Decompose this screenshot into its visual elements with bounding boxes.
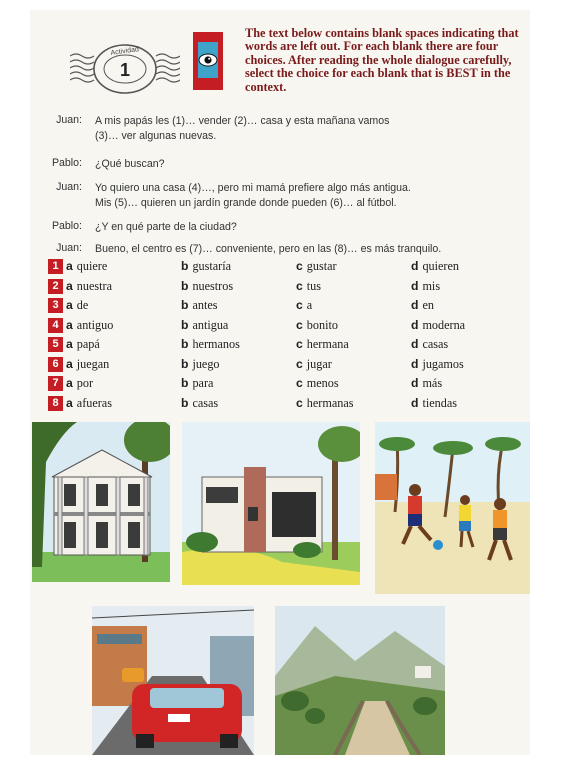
eye-icon — [193, 32, 223, 90]
choice-letter: b — [181, 317, 189, 332]
choice-letter: c — [296, 278, 303, 293]
choice-option-a[interactable] — [66, 298, 88, 313]
question-number-badge: 6 — [48, 357, 63, 372]
choice-option-b[interactable] — [181, 337, 240, 352]
choice-option-a[interactable] — [66, 337, 100, 352]
choice-text: nuestra — [76, 278, 112, 293]
speaker: Juan: — [56, 242, 82, 254]
choice-option-b[interactable] — [181, 298, 218, 313]
choice-option-b[interactable] — [181, 259, 231, 274]
choice-option-c[interactable] — [296, 279, 321, 294]
choice-option-d[interactable] — [411, 376, 442, 391]
speech-line: (3)… ver algunas nuevas. — [95, 130, 217, 142]
choice-row-3 — [44, 298, 524, 316]
choice-letter: a — [66, 337, 73, 351]
choice-text: casas — [192, 395, 219, 410]
workbook-page — [30, 10, 530, 755]
choice-option-d[interactable] — [411, 337, 448, 352]
speech-line: Yo quiero una casa (4)…, pero mi mamá prefiere algo más antigua. — [95, 182, 411, 194]
choice-text: jugamos — [422, 356, 464, 371]
choice-option-d[interactable] — [411, 298, 434, 313]
speech-line: Bueno, el centro es (7)… conveniente, pero en las (8)… es más tranquilo. — [95, 243, 442, 255]
stamp-label: Actividad — [110, 46, 140, 57]
choice-letter: c — [296, 259, 303, 273]
choice-letter: c — [296, 356, 303, 371]
choice-text: quiere — [76, 259, 108, 273]
choice-option-a[interactable] — [66, 279, 112, 294]
choice-letter: a — [66, 395, 73, 410]
choice-option-d[interactable] — [411, 357, 464, 372]
choice-row-2 — [44, 279, 524, 297]
activity-stamp-icon — [70, 40, 180, 100]
question-number-badge: 7 — [48, 376, 63, 391]
question-number-badge: 2 — [48, 279, 63, 294]
stamp-number: 1 — [119, 60, 131, 80]
choice-option-c[interactable] — [296, 376, 339, 391]
choice-text: hermanos — [192, 337, 240, 351]
choice-text: a — [306, 298, 313, 312]
choice-text: antigua — [192, 317, 229, 332]
choice-option-a[interactable] — [66, 259, 107, 274]
speech-line: ¿Qué buscan? — [95, 158, 165, 170]
choice-text: hermanas — [306, 395, 354, 410]
choice-letter: b — [181, 356, 189, 371]
choice-option-c[interactable] — [296, 396, 353, 411]
choice-text: gustaría — [192, 259, 232, 273]
choice-option-b[interactable] — [181, 279, 233, 294]
choice-letter: c — [296, 395, 303, 410]
choice-letter: c — [296, 376, 303, 390]
choice-option-a[interactable] — [66, 357, 109, 372]
choice-text: más — [422, 376, 443, 390]
question-number-badge: 8 — [48, 396, 63, 411]
choice-letter: a — [66, 298, 73, 312]
choice-text: nuestros — [192, 278, 234, 293]
choice-option-c[interactable] — [296, 298, 312, 313]
choice-letter: a — [66, 356, 73, 371]
choice-text: para — [192, 376, 214, 390]
choice-option-d[interactable] — [411, 318, 465, 333]
choice-letter: c — [296, 317, 303, 332]
choice-letter: d — [411, 395, 419, 410]
choice-option-c[interactable] — [296, 337, 349, 352]
choice-text: juegan — [76, 356, 110, 371]
choice-option-c[interactable] — [296, 357, 332, 372]
choice-letter: d — [411, 259, 419, 273]
choice-option-b[interactable] — [181, 396, 218, 411]
choice-text: papá — [76, 337, 100, 351]
choice-text: juego — [192, 356, 220, 371]
modern-house-image — [182, 422, 360, 585]
choice-letter: c — [296, 298, 303, 312]
choice-letter: c — [296, 337, 303, 351]
choice-letter: d — [411, 356, 419, 371]
choice-letter: d — [411, 278, 419, 293]
choice-text: por — [76, 376, 94, 390]
old-colonial-house-image — [32, 422, 170, 582]
choice-text: de — [76, 298, 89, 312]
choice-letter: b — [181, 259, 189, 273]
choice-letter: b — [181, 395, 189, 410]
choice-row-7 — [44, 376, 524, 394]
choice-letter: b — [181, 337, 189, 351]
choice-option-c[interactable] — [296, 318, 338, 333]
question-number-badge: 4 — [48, 318, 63, 333]
speech-line: Mis (5)… quieren un jardín grande donde pueden (6)… al fútbol. — [95, 197, 397, 209]
question-number-badge: 1 — [48, 259, 63, 274]
choice-text: tiendas — [422, 395, 457, 410]
speaker: Pablo: — [51, 157, 82, 169]
choice-row-5 — [44, 337, 524, 355]
choice-text: antes — [192, 298, 218, 312]
speech-line: A mis papás les (1)… vender (2)… casa y esta mañana vamos — [95, 115, 390, 127]
choice-letter: d — [411, 337, 419, 351]
choice-text: menos — [306, 376, 339, 390]
boys-playing-soccer-image — [375, 422, 530, 594]
choice-option-b[interactable] — [181, 357, 220, 372]
choice-text: afueras — [76, 395, 112, 410]
choice-text: gustar — [306, 259, 337, 273]
question-number-badge: 5 — [48, 337, 63, 352]
activity-header — [30, 10, 530, 110]
choice-option-d[interactable] — [411, 259, 459, 274]
choice-letter: a — [66, 317, 73, 332]
choice-text: mis — [422, 278, 441, 293]
choice-letter: d — [411, 317, 419, 332]
choice-text: tus — [306, 278, 322, 293]
choice-text: en — [422, 298, 434, 312]
choice-text: hermana — [306, 337, 349, 351]
mountain-road-image — [275, 606, 445, 755]
instructions-text: The text below contains blank spaces indicating that words are left out. For each blank there are four choices. After reading the whole dialogue carefully, select the choice for each blank that is BEST in the context. — [245, 26, 519, 94]
choice-letter: a — [66, 278, 73, 293]
question-number-badge: 3 — [48, 298, 63, 313]
choice-row-8 — [44, 396, 524, 414]
choice-text: quieren — [422, 259, 459, 273]
choice-row-6 — [44, 357, 524, 375]
choice-option-d[interactable] — [411, 279, 440, 294]
choice-letter: a — [66, 376, 73, 390]
choice-row-1 — [44, 259, 524, 277]
speech-line: ¿Y en qué parte de la ciudad? — [95, 221, 237, 233]
choice-letter: b — [181, 278, 189, 293]
choice-option-a[interactable] — [66, 318, 113, 333]
choice-option-a[interactable] — [66, 376, 93, 391]
choice-text: jugar — [306, 356, 332, 371]
choice-text: casas — [422, 337, 449, 351]
choice-option-d[interactable] — [411, 396, 457, 411]
choice-letter: d — [411, 376, 419, 390]
choice-option-b[interactable] — [181, 376, 213, 391]
choice-text: antiguo — [76, 317, 114, 332]
speaker: Pablo: — [51, 220, 82, 232]
choice-row-4 — [44, 318, 524, 336]
speaker: Juan: — [56, 114, 82, 126]
choice-letter: d — [411, 298, 419, 312]
choice-option-b[interactable] — [181, 318, 228, 333]
choice-option-c[interactable] — [296, 259, 337, 274]
choice-option-a[interactable] — [66, 396, 112, 411]
choice-letter: a — [66, 259, 73, 273]
choice-letter: b — [181, 298, 189, 312]
choice-text: bonito — [306, 317, 338, 332]
choice-text: moderna — [422, 317, 466, 332]
choice-letter: b — [181, 376, 189, 390]
speaker: Juan: — [56, 181, 82, 193]
city-street-traffic-image — [92, 606, 254, 755]
